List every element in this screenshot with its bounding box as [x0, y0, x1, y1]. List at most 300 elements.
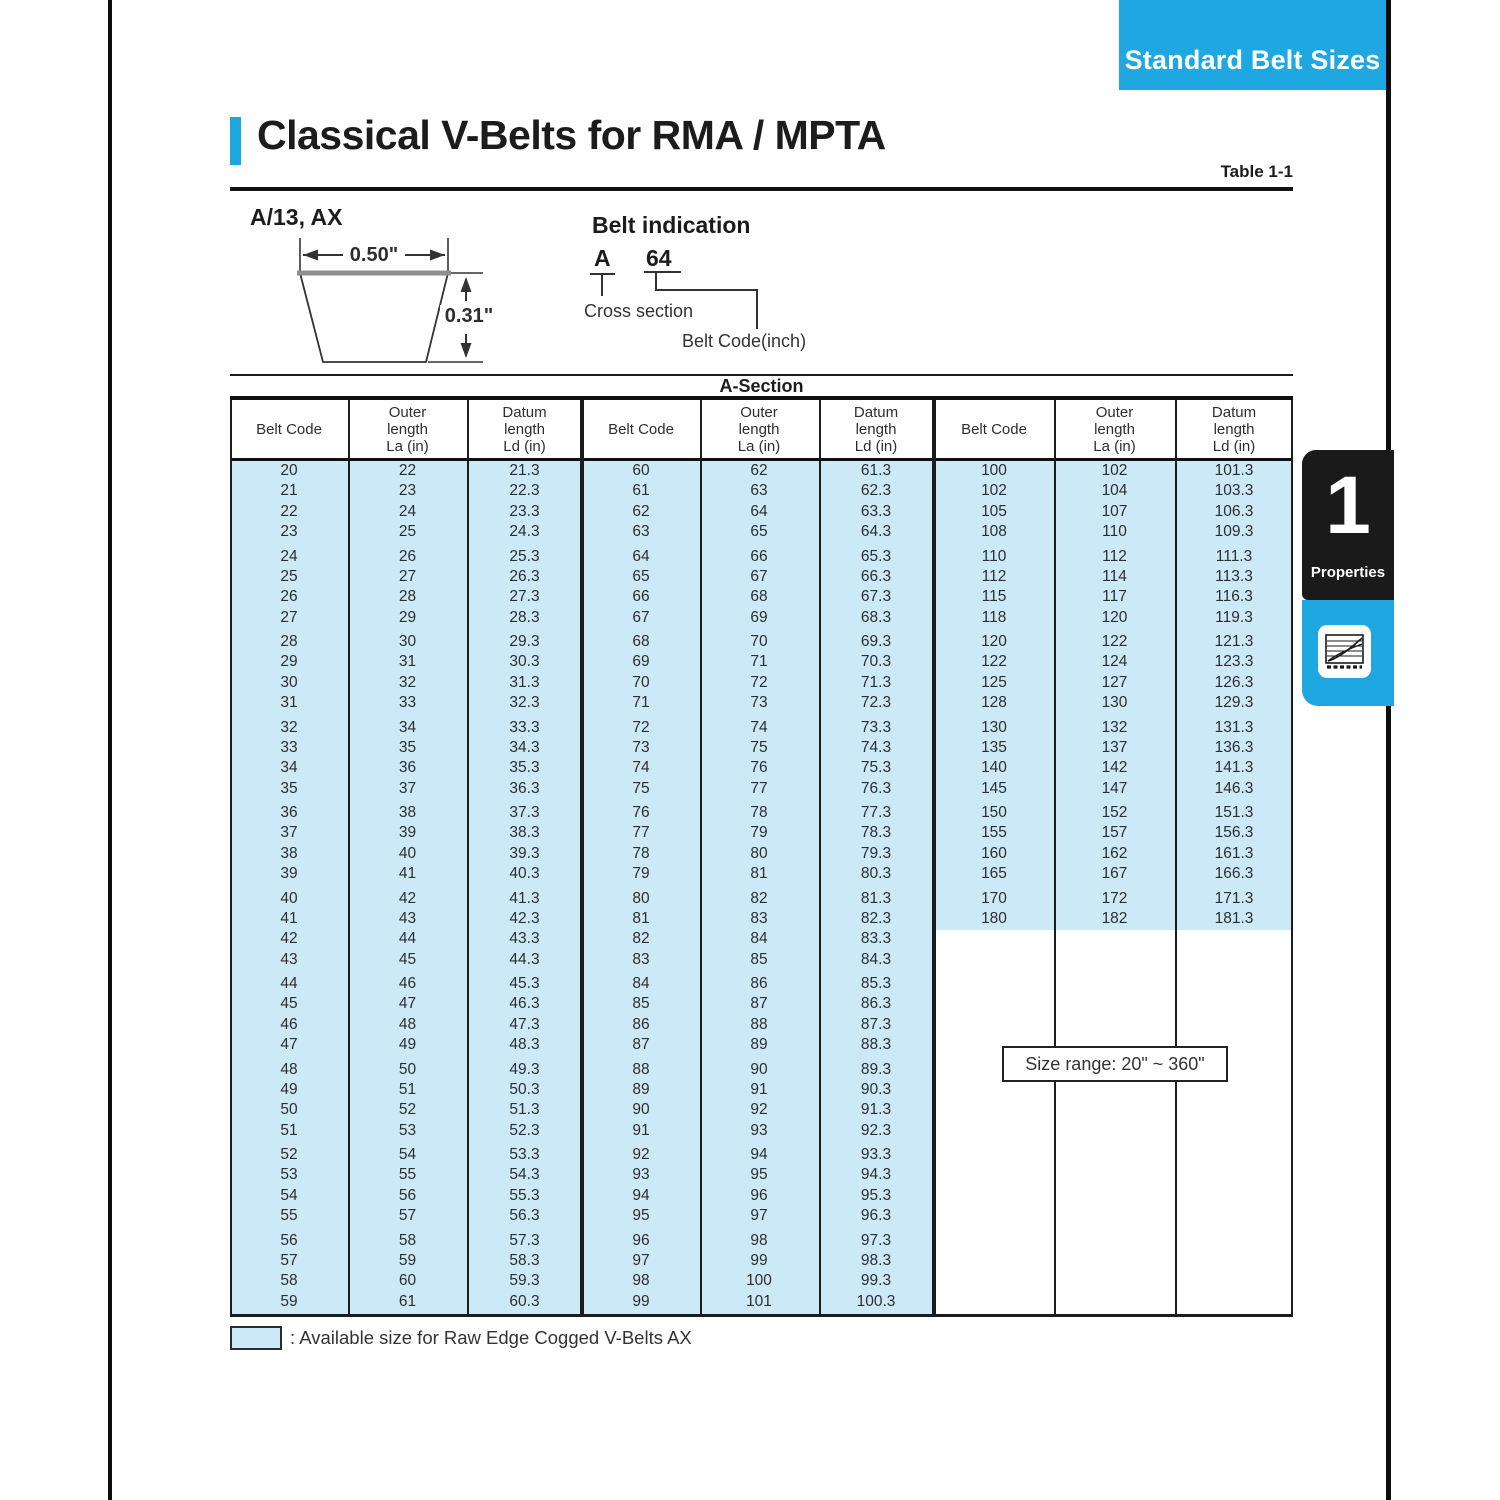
table-cell: 22: [398, 462, 417, 479]
table-cell: 22.3: [509, 482, 540, 500]
table-cell: 85: [632, 995, 650, 1013]
table-cell: 90.3: [860, 1080, 892, 1098]
table-cell: 41: [398, 865, 417, 883]
table-row: [230, 461, 582, 481]
table-cell: 94: [750, 1146, 768, 1163]
table-row: [934, 779, 1293, 799]
table-cell: 67: [632, 608, 650, 626]
table-cell: 79: [750, 824, 768, 842]
table-cell: 45.3: [509, 975, 540, 992]
table-row: [582, 1227, 934, 1251]
table-row: [934, 461, 1293, 481]
table-row: [230, 1251, 582, 1271]
table-cell: 84: [632, 975, 650, 992]
table-cell: 86.3: [860, 995, 892, 1013]
table-cell: 125: [981, 673, 1007, 691]
table-cell: 91: [750, 1080, 768, 1098]
table-cell: 42.3: [509, 909, 540, 927]
table-row: [582, 1121, 934, 1141]
table-cell: 49.3: [509, 1060, 540, 1078]
table-row: [582, 1251, 934, 1271]
table-section-title: A-Section: [719, 376, 804, 396]
table-cell: 99: [632, 1292, 650, 1310]
table-row: [934, 823, 1293, 843]
table-cell: 87: [750, 995, 768, 1013]
table-cell: 23: [398, 482, 417, 500]
table-row: [582, 885, 934, 909]
table-row: [230, 929, 582, 949]
table-cell: 93: [750, 1121, 768, 1139]
table-cell: 78: [632, 844, 650, 862]
table-cell: 79.3: [860, 844, 892, 862]
table-cell: 114: [1102, 567, 1127, 585]
table-cell: 31: [280, 694, 298, 712]
table-row: [230, 970, 582, 994]
table-cell: 63: [632, 523, 650, 541]
table-row: [230, 994, 582, 1014]
table-cell: 70: [632, 673, 650, 691]
table-cell: 76: [750, 759, 768, 777]
table-row: [230, 1100, 582, 1120]
table-row: [230, 738, 582, 758]
table-cell: 77.3: [860, 804, 892, 821]
table-row: [230, 1271, 582, 1291]
table-cell: 105: [981, 502, 1007, 520]
table-cell: 122: [981, 653, 1007, 671]
page-title: Classical V-Belts for RMA / MPTA: [257, 112, 886, 158]
table-reference: Table 1-1: [1220, 162, 1293, 181]
table-cell: 161.3: [1214, 844, 1254, 862]
cross-section-value: A: [594, 245, 611, 271]
table-cell: 66: [750, 547, 768, 565]
table-cell: 63.3: [860, 502, 892, 520]
table-cell: 47.3: [509, 1015, 540, 1033]
table-cell: 74: [632, 759, 650, 777]
table-cell: 28.3: [509, 608, 540, 626]
width-dimension-label: 0.50": [344, 244, 404, 267]
table-cell: 94: [632, 1186, 650, 1204]
table-cell: 21: [280, 482, 298, 500]
chapter-corner-tab-label: Standard Belt Sizes: [1124, 45, 1381, 75]
table-cell: 58.3: [509, 1251, 540, 1269]
table-cell: 45: [280, 995, 298, 1013]
table-row: [934, 567, 1293, 587]
table-cell: 88: [632, 1060, 650, 1078]
table-cell: 24: [280, 547, 298, 565]
table-cell: 43.3: [509, 930, 540, 948]
table-cell: 82: [750, 889, 768, 907]
table-cell: 117: [1102, 588, 1127, 606]
table-cell: 35: [280, 779, 298, 797]
table-cell: 28: [398, 588, 417, 606]
table-cell: 61: [632, 482, 650, 500]
table-cell: 77: [750, 779, 768, 797]
table-header-cell: Belt Code: [608, 420, 674, 438]
table-cell: 40: [280, 889, 298, 907]
table-cell: 83: [632, 950, 650, 968]
table-cell: 60.3: [509, 1292, 540, 1310]
size-range-note: Size range: 20" ~ 360": [1002, 1046, 1228, 1082]
table-cell: 95.3: [860, 1186, 892, 1204]
table-cell: 96.3: [860, 1207, 892, 1225]
table-row: [230, 522, 582, 542]
table-cell: 56.3: [509, 1207, 540, 1225]
table-cell: 34.3: [509, 738, 540, 756]
table-cell: 91.3: [860, 1101, 892, 1119]
table-cell: 55.3: [509, 1186, 540, 1204]
table-cell: 75.3: [860, 759, 892, 777]
table-cell: 86: [750, 975, 768, 992]
table-cell: 74.3: [860, 738, 892, 756]
table-cell: 103.3: [1214, 482, 1254, 500]
table-cell: 48: [398, 1015, 417, 1033]
table-cell: 38: [280, 844, 298, 862]
table-cell: 24: [398, 502, 417, 520]
chapter-label: Properties: [1310, 564, 1386, 581]
table-cell: 151.3: [1214, 804, 1254, 821]
table-cell: 94.3: [860, 1166, 892, 1184]
table-cell: 23: [280, 523, 298, 541]
table-cell: 76.3: [860, 779, 892, 797]
table-cell: 59: [398, 1251, 417, 1269]
table-row: [934, 481, 1293, 501]
table-cell: 25: [280, 567, 298, 585]
table-cell: 146.3: [1214, 779, 1254, 797]
table-cell: 123.3: [1214, 653, 1254, 671]
table-cell: 78: [750, 804, 768, 821]
table-cell: 60: [398, 1272, 417, 1290]
table-row: [934, 885, 1293, 909]
table-row: [230, 950, 582, 970]
table-row: [582, 628, 934, 652]
table-cell: 37.3: [509, 804, 540, 821]
table-cell: 171.3: [1214, 889, 1254, 907]
table-row: [230, 673, 582, 693]
table-cell: 57.3: [509, 1231, 540, 1249]
table-cell: 99: [750, 1251, 768, 1269]
table-cell: 75: [750, 738, 768, 756]
table-cell: 36: [398, 759, 417, 777]
table-cell: 35: [398, 738, 417, 756]
table-cell: 51: [280, 1121, 298, 1139]
table-cell: 74: [750, 718, 768, 736]
table-cell: 147: [1101, 779, 1128, 797]
table-group: [934, 461, 1293, 929]
table-cell: 92: [750, 1101, 768, 1119]
table-row: [230, 502, 582, 522]
title-accent-bar: [230, 117, 241, 165]
table-cell: 88: [750, 1015, 768, 1033]
table-row: [230, 567, 582, 587]
table-row: [934, 652, 1293, 672]
belt-code-value: 64: [646, 245, 672, 271]
table-cell: 167: [1101, 865, 1128, 883]
table-row: [582, 758, 934, 778]
table-row: [582, 1015, 934, 1035]
belt-cross-section-diagram: [240, 200, 820, 375]
table-cell: 69: [632, 653, 650, 671]
table-cell: 70: [750, 633, 768, 650]
table-cell: 80: [632, 889, 650, 907]
table-cell: 60: [632, 462, 650, 479]
table-header-cell: Outer length La (in): [737, 403, 781, 455]
legend-highlight-swatch: [230, 1326, 282, 1350]
table-cell: 62.3: [860, 482, 892, 500]
table-cell: 57: [280, 1251, 298, 1269]
table-row: [582, 950, 934, 970]
table-header-cell: Datum length Ld (in): [1211, 403, 1257, 455]
table-cell: 62: [750, 462, 768, 479]
table-row: [582, 543, 934, 567]
table-cell: 48.3: [509, 1036, 540, 1054]
table-cell: 119.3: [1215, 608, 1253, 626]
table-cell: 156.3: [1214, 824, 1254, 842]
table-cell: 37: [280, 824, 298, 842]
table-cell: 100: [746, 1272, 772, 1290]
table-cell: 76: [632, 804, 650, 821]
table-cell: 29.3: [509, 633, 540, 650]
table-cell: 110: [1102, 523, 1127, 541]
table-cell: 45: [398, 950, 417, 968]
table-cell: 53: [398, 1121, 417, 1139]
table-cell: 93.3: [860, 1146, 892, 1163]
table-cell: 142: [1101, 759, 1128, 777]
table-cell: 81: [750, 865, 768, 883]
table-row: [230, 1165, 582, 1185]
table-cell: 110: [981, 547, 1007, 565]
table-cell: 31.3: [509, 673, 540, 691]
table-cell: 72.3: [860, 694, 892, 712]
table-cell: 58: [280, 1272, 298, 1290]
table-data-area: [230, 461, 1293, 1314]
table-row: [934, 758, 1293, 778]
table-cell: 38: [398, 804, 417, 821]
table-cell: 22: [280, 502, 298, 520]
table-cell: 85: [750, 950, 768, 968]
table-row: [582, 779, 934, 799]
table-row: [230, 799, 582, 823]
table-cell: 56: [398, 1186, 417, 1204]
belt-code-label: Belt Code(inch): [682, 331, 807, 351]
table-cell: 68: [632, 633, 650, 650]
table-row: [934, 799, 1293, 823]
table-cell: 120: [1101, 608, 1128, 626]
table-cell: 95: [632, 1207, 650, 1225]
table-cell: 100: [981, 462, 1007, 479]
table-cell: 37: [398, 779, 417, 797]
table-cell: 32: [280, 718, 298, 736]
table-cell: 57: [398, 1207, 417, 1225]
table-cell: 73: [750, 694, 768, 712]
table-cell: 32: [398, 673, 417, 691]
table-cell: 26: [280, 588, 298, 606]
table-cell: 44: [398, 930, 417, 948]
table-cell: 92.3: [860, 1121, 892, 1139]
table-cell: 50: [398, 1060, 417, 1078]
legend-text: : Available size for Raw Edge Cogged V-Belts AX: [290, 1327, 692, 1348]
table-cell: 116.3: [1215, 588, 1253, 606]
table-cell: 124: [1101, 653, 1128, 671]
table-cell: 44.3: [509, 950, 540, 968]
table-cell: 69: [750, 608, 768, 626]
table-cell: 90: [750, 1060, 768, 1078]
table-cell: 126.3: [1214, 673, 1254, 691]
title-rule: [230, 187, 1293, 191]
table-cell: 118: [981, 608, 1007, 626]
table-cell: 27.3: [509, 588, 540, 606]
table-cell: 67: [750, 567, 768, 585]
table-cell: 96: [632, 1231, 650, 1249]
table-cell: 54: [398, 1146, 417, 1163]
table-cell: 112: [981, 567, 1007, 585]
table-row: [582, 461, 934, 481]
belt-section-label: A/13, AX: [250, 204, 343, 230]
table-cell: 88.3: [860, 1036, 892, 1054]
table-cell: 40.3: [509, 865, 540, 883]
table-cell: 53.3: [509, 1146, 540, 1163]
table-row: [230, 587, 582, 607]
table-row: [934, 693, 1293, 713]
table-cell: 131.3: [1214, 718, 1254, 736]
table-row: [582, 587, 934, 607]
table-cell: 113.3: [1215, 567, 1253, 585]
table-cell: 82.3: [860, 909, 892, 927]
table-row: [934, 587, 1293, 607]
table-cell: 27: [280, 608, 298, 626]
table-cell: 30: [398, 633, 417, 650]
table-row: [230, 864, 582, 884]
table-cell: 87: [632, 1036, 650, 1054]
table-cell: 52: [398, 1101, 417, 1119]
table-cell: 52: [280, 1146, 298, 1163]
table-cell: 24.3: [509, 523, 540, 541]
table-row: [582, 994, 934, 1014]
table-cell: 36.3: [509, 779, 540, 797]
table-row: [582, 823, 934, 843]
table-row: [934, 714, 1293, 738]
table-cell: 130: [981, 718, 1007, 736]
table-row: [934, 673, 1293, 693]
table-cell: 72: [632, 718, 650, 736]
table-cell: 96: [750, 1186, 768, 1204]
table-cell: 42: [398, 889, 417, 907]
table-cell: 165: [981, 865, 1007, 883]
table-cell: 33: [398, 694, 417, 712]
table-cell: 40: [398, 844, 417, 862]
table-row: [582, 1080, 934, 1100]
table-cell: 64.3: [860, 523, 892, 541]
table-cell: 98.3: [860, 1251, 892, 1269]
table-cell: 102: [1101, 462, 1128, 479]
table-cell: 29: [280, 653, 298, 671]
table-cell: 64: [632, 547, 650, 565]
table-cell: 25.3: [509, 547, 540, 565]
table-cell: 51.3: [509, 1101, 540, 1119]
table-cell: 83.3: [860, 930, 892, 948]
table-row: [934, 738, 1293, 758]
table-cell: 43: [398, 909, 417, 927]
table-cell: 50.3: [509, 1080, 540, 1098]
table-cell: 39.3: [509, 844, 540, 862]
table-row: [934, 522, 1293, 542]
table-cell: 172: [1101, 889, 1128, 907]
table-cell: 152: [1101, 804, 1128, 821]
table-row: [230, 758, 582, 778]
table-cell: 84: [750, 930, 768, 948]
table-row: [230, 1015, 582, 1035]
table-cell: 65: [750, 523, 768, 541]
table-row: [230, 481, 582, 501]
table-cell: 46.3: [509, 995, 540, 1013]
table-bottom-rule: [230, 1314, 1293, 1317]
table-row: [230, 844, 582, 864]
table-cell: 83: [750, 909, 768, 927]
table-cell: 150: [981, 804, 1007, 821]
table-row: [582, 1271, 934, 1291]
table-row: [230, 885, 582, 909]
table-row: [230, 608, 582, 628]
table-cell: 91: [632, 1121, 650, 1139]
table-header-cell: Datum length Ld (in): [502, 403, 547, 455]
table-cell: 170: [981, 889, 1007, 907]
table-cell: 137: [1101, 738, 1128, 756]
table-cell: 87.3: [860, 1015, 892, 1033]
table-cell: 80.3: [860, 865, 892, 883]
table-cell: 132: [1101, 718, 1128, 736]
table-cell: 50: [280, 1101, 298, 1119]
table-cell: 80: [750, 844, 768, 862]
table-cell: 54: [280, 1186, 298, 1204]
table-cell: 38.3: [509, 824, 540, 842]
table-cell: 112: [1102, 547, 1127, 565]
table-cell: 157: [1101, 824, 1128, 842]
chapter-corner-tab: [1119, 0, 1386, 90]
table-row: [582, 1035, 934, 1055]
table-cell: 145: [981, 779, 1007, 797]
table-cell: 97: [632, 1251, 650, 1269]
table-row: [230, 1186, 582, 1206]
table-cell: 81: [632, 909, 650, 927]
table-row: [230, 1080, 582, 1100]
table-cell: 26.3: [509, 567, 540, 585]
table-row: [230, 1292, 582, 1312]
table-cell: 79: [632, 865, 650, 883]
table-row: [582, 864, 934, 884]
table-cell: 41.3: [509, 889, 540, 907]
table-row: [230, 823, 582, 843]
table-cell: 53: [280, 1166, 298, 1184]
table-cell: 28: [280, 633, 298, 650]
table-cell: 180: [981, 909, 1007, 927]
table-cell: 65.3: [860, 547, 892, 565]
table-row: [230, 1227, 582, 1251]
table-cell: 104: [1101, 482, 1128, 500]
table-cell: 55: [398, 1166, 417, 1184]
table-row: [230, 543, 582, 567]
table-row: [582, 522, 934, 542]
table-cell: 29: [398, 608, 417, 626]
table-row: [582, 673, 934, 693]
table-row: [582, 1056, 934, 1080]
table-cell: 90: [632, 1101, 650, 1119]
table-row: [934, 844, 1293, 864]
table-header-cell: Belt Code: [961, 420, 1027, 438]
table-cell: 66.3: [860, 567, 892, 585]
table-cell: 43: [280, 950, 298, 968]
table-row: [582, 970, 934, 994]
table-row: [582, 714, 934, 738]
table-cell: 47: [280, 1036, 298, 1054]
